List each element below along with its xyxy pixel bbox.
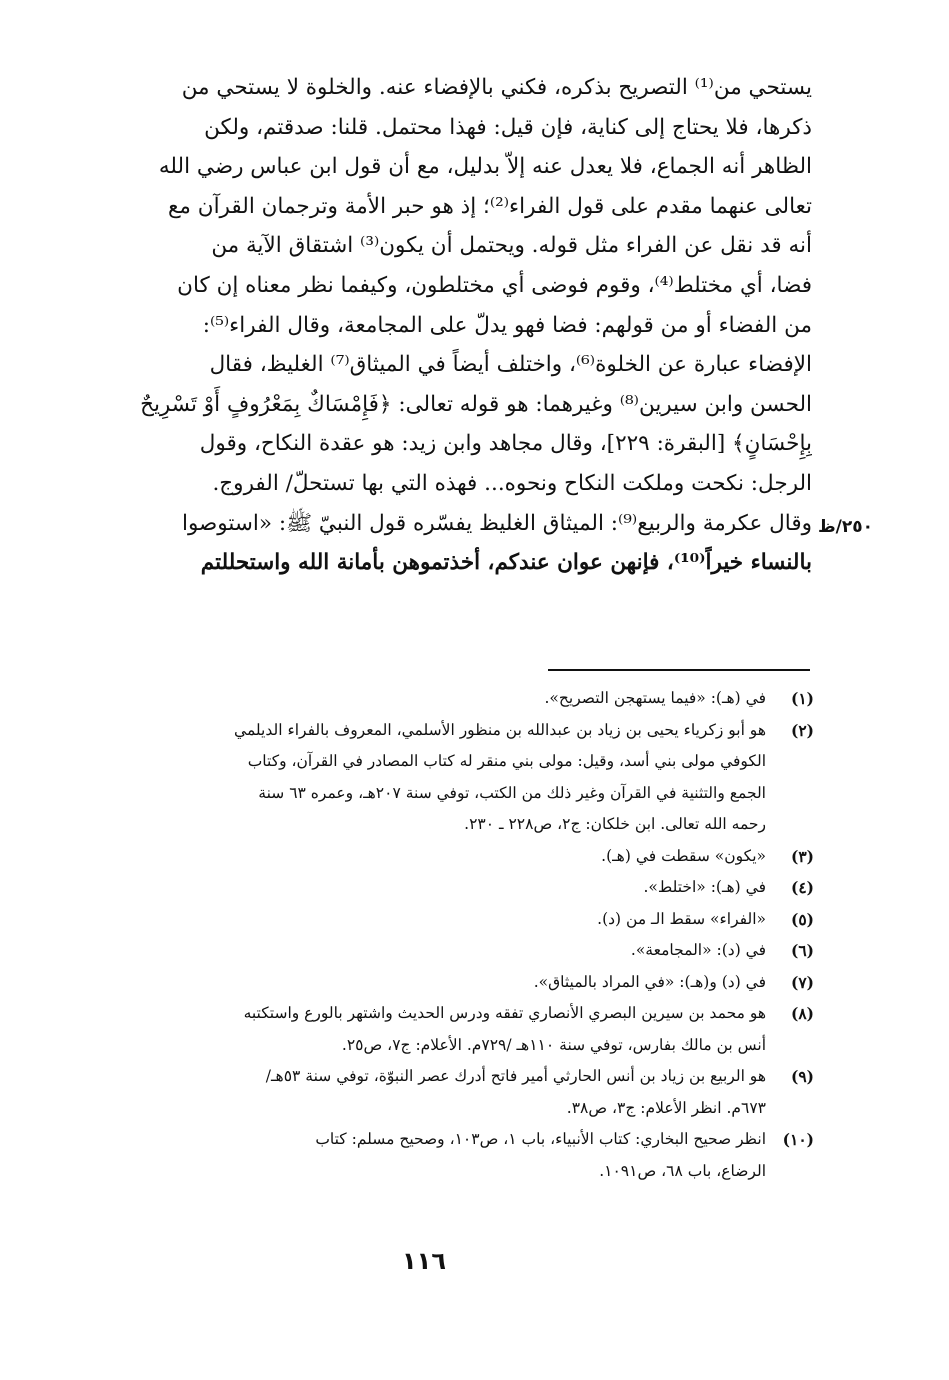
footnote-line: الرضاع، باب ٦٨، ص١٠٩١.: [599, 1161, 766, 1180]
footnote-text: [50, 841, 766, 873]
footnote-2: [50, 715, 814, 841]
footnote-10: [50, 1124, 814, 1187]
footnote-line: الجمع والتثنية في القرآن وغير ذلك من الكتب، توفي سنة ٢٠٧هـ، وعمره ٦٣ سنة: [258, 783, 766, 802]
footnotes-block: [50, 683, 814, 1187]
main-text-line: الظاهر أنه الجماع، فلا يعدل عنه إلاّ بدليل، مع أن قول ابن عباس رضي الله: [158, 154, 812, 180]
footnote-line: «يكون» سقطت في (هـ).: [601, 846, 766, 865]
footnote-text: [50, 1124, 766, 1187]
footnote-line: في (د): «المجامعة».: [630, 941, 766, 959]
main-text-line: من الفضاء أو من قولهم: فضا فهو يدلّ على المجامعة، وقال الفراء⁽⁵⁾:: [202, 312, 812, 338]
footnote-number: (١): [790, 689, 814, 708]
footnote-5: [50, 904, 814, 936]
main-text-line: أنه قد نقل عن الفراء مثل قوله. ويحتمل أن يكون⁽³⁾ اشتقاق الآية من: [211, 233, 812, 259]
footnote-line: هو الربيع بن زياد بن أنس الحارثي أمير فاتح أدرك عصر النبوّة، توفي سنة ٥٣هـ/: [265, 1067, 766, 1085]
main-text-line: ذكرها، فلا يحتاج إلى كناية، فإن قيل: فهذا محتمل. قلنا: صدقتم، ولكن: [204, 114, 812, 140]
main-text-line: الإفضاء عبارة عن الخلوة⁽⁶⁾، واختلف أيضاً في الميثاق⁽⁷⁾ الغليظ، فقال: [209, 352, 812, 378]
footnote-text: [50, 683, 766, 715]
footnote-1: [50, 683, 814, 715]
main-text-line: فضا، أي مختلط⁽⁴⁾، وقوم فوضى أي مختلطون، وكيفما نظر معناه إن كان: [177, 272, 812, 298]
footnote-7: [50, 967, 814, 999]
footnote-number: (٤): [790, 878, 814, 897]
footnote-number: (٥): [790, 909, 814, 929]
footnote-line: هو محمد بن سيرين البصري الأنصاري تفقه ودرس الحديث واشتهر بالورع واستكتبه: [243, 1004, 766, 1022]
manuscript-folio-marker: ٢٥٠/ظ: [818, 517, 874, 537]
footnote-8: [50, 998, 814, 1061]
main-text-line: بِإِحْسَانٍ﴾ [البقرة: ٢٢٩]، وقال مجاهد وابن زيد: هو عقدة النكاح، وقول: [199, 431, 812, 457]
main-text-line: الحسن وابن سيرين⁽⁸⁾ وغيرهما: هو قوله تعالى: ﴿فَإِمْسَاكٌ بِمَعْرُوفٍ أَوْ تَسْرِيحٌ: [140, 391, 812, 417]
main-text-line-hadith: بالنساء خيراً⁽¹⁰⁾، فإنهن عوان عندكم، أخذتموهن بأمانة الله واستحللتم: [200, 550, 812, 576]
footnote-line: رحمه الله تعالى. ابن خلكان: ج٢، ص٢٢٨ ـ ٢٣٠.: [464, 815, 766, 833]
footnote-line: هو أبو زكرياء يحيى بن زياد بن عبدالله بن منظور الأسلمي، المعروف بالفراء الديلمي: [234, 720, 766, 739]
footnote-number: (٣): [790, 846, 814, 866]
footnote-number: (٦): [790, 941, 814, 960]
footnote-4: [50, 872, 814, 904]
footnote-line: في (هـ): «فيما يستهجن التصريح».: [544, 689, 766, 707]
footnote-line: في (د) و(هـ): «في المراد بالميثاق».: [533, 972, 766, 991]
footnote-number: (٨): [790, 1004, 814, 1023]
footnote-text: [50, 904, 766, 936]
footnote-text: [50, 998, 766, 1061]
footnote-number: (٢): [790, 720, 814, 740]
main-text-block: [50, 68, 812, 583]
footnote-text: [50, 1061, 766, 1124]
page-number: ١١٦: [402, 1247, 446, 1275]
footnote-text: [50, 872, 766, 904]
footnote-line: «الفراء» سقط الـ من (د).: [597, 909, 766, 928]
main-text-line: تعالى عنهما مقدم على قول الفراء⁽²⁾؛ إذ هو حبر الأمة وترجمان القرآن مع: [167, 193, 812, 219]
footnote-text: [50, 935, 766, 967]
footnote-number: (١٠): [782, 1130, 814, 1149]
footnote-9: [50, 1061, 814, 1124]
footnote-line: ٦٧٣م. انظر الأعلام: ج٣، ص٣٨.: [566, 1098, 766, 1117]
footnote-line: أنس بن مالك بفارس، توفي سنة ١١٠هـ /٧٢٩م. الأعلام: ج٧، ص٢٥.: [341, 1035, 766, 1054]
footnote-number: (٩): [790, 1067, 814, 1086]
main-text-line: وقال عكرمة والربيع⁽⁹⁾: الميثاق الغليظ يفسّره قول النبيّ ﷺ: «استوصوا: [181, 510, 812, 536]
footnote-6: [50, 935, 814, 967]
footnote-text: [50, 715, 766, 841]
footnote-3: [50, 841, 814, 873]
footnote-number: (٧): [790, 972, 814, 992]
main-text-line: الرجل: نكحت وملكت النكاح ونحوه... فهذه التي بها تستحلّ/ الفروج.: [212, 470, 812, 496]
footnote-line: الكوفي مولى بني أسد، وقيل: مولى بني منقر له كتاب المصادر في القرآن، وكتاب: [247, 752, 766, 770]
footnote-text: [50, 967, 766, 999]
main-text-line: يستحي من⁽¹⁾ التصريح بذكره، فكني بالإفضاء عنه. والخلوة لا يستحي من: [181, 75, 812, 100]
footnote-separator: [548, 669, 810, 671]
footnote-line: انظر صحيح البخاري: كتاب الأنبياء، باب ١، ص١٠٣، وصحيح مسلم: كتاب: [315, 1130, 766, 1148]
footnote-line: في (هـ): «اختلط».: [643, 878, 766, 896]
